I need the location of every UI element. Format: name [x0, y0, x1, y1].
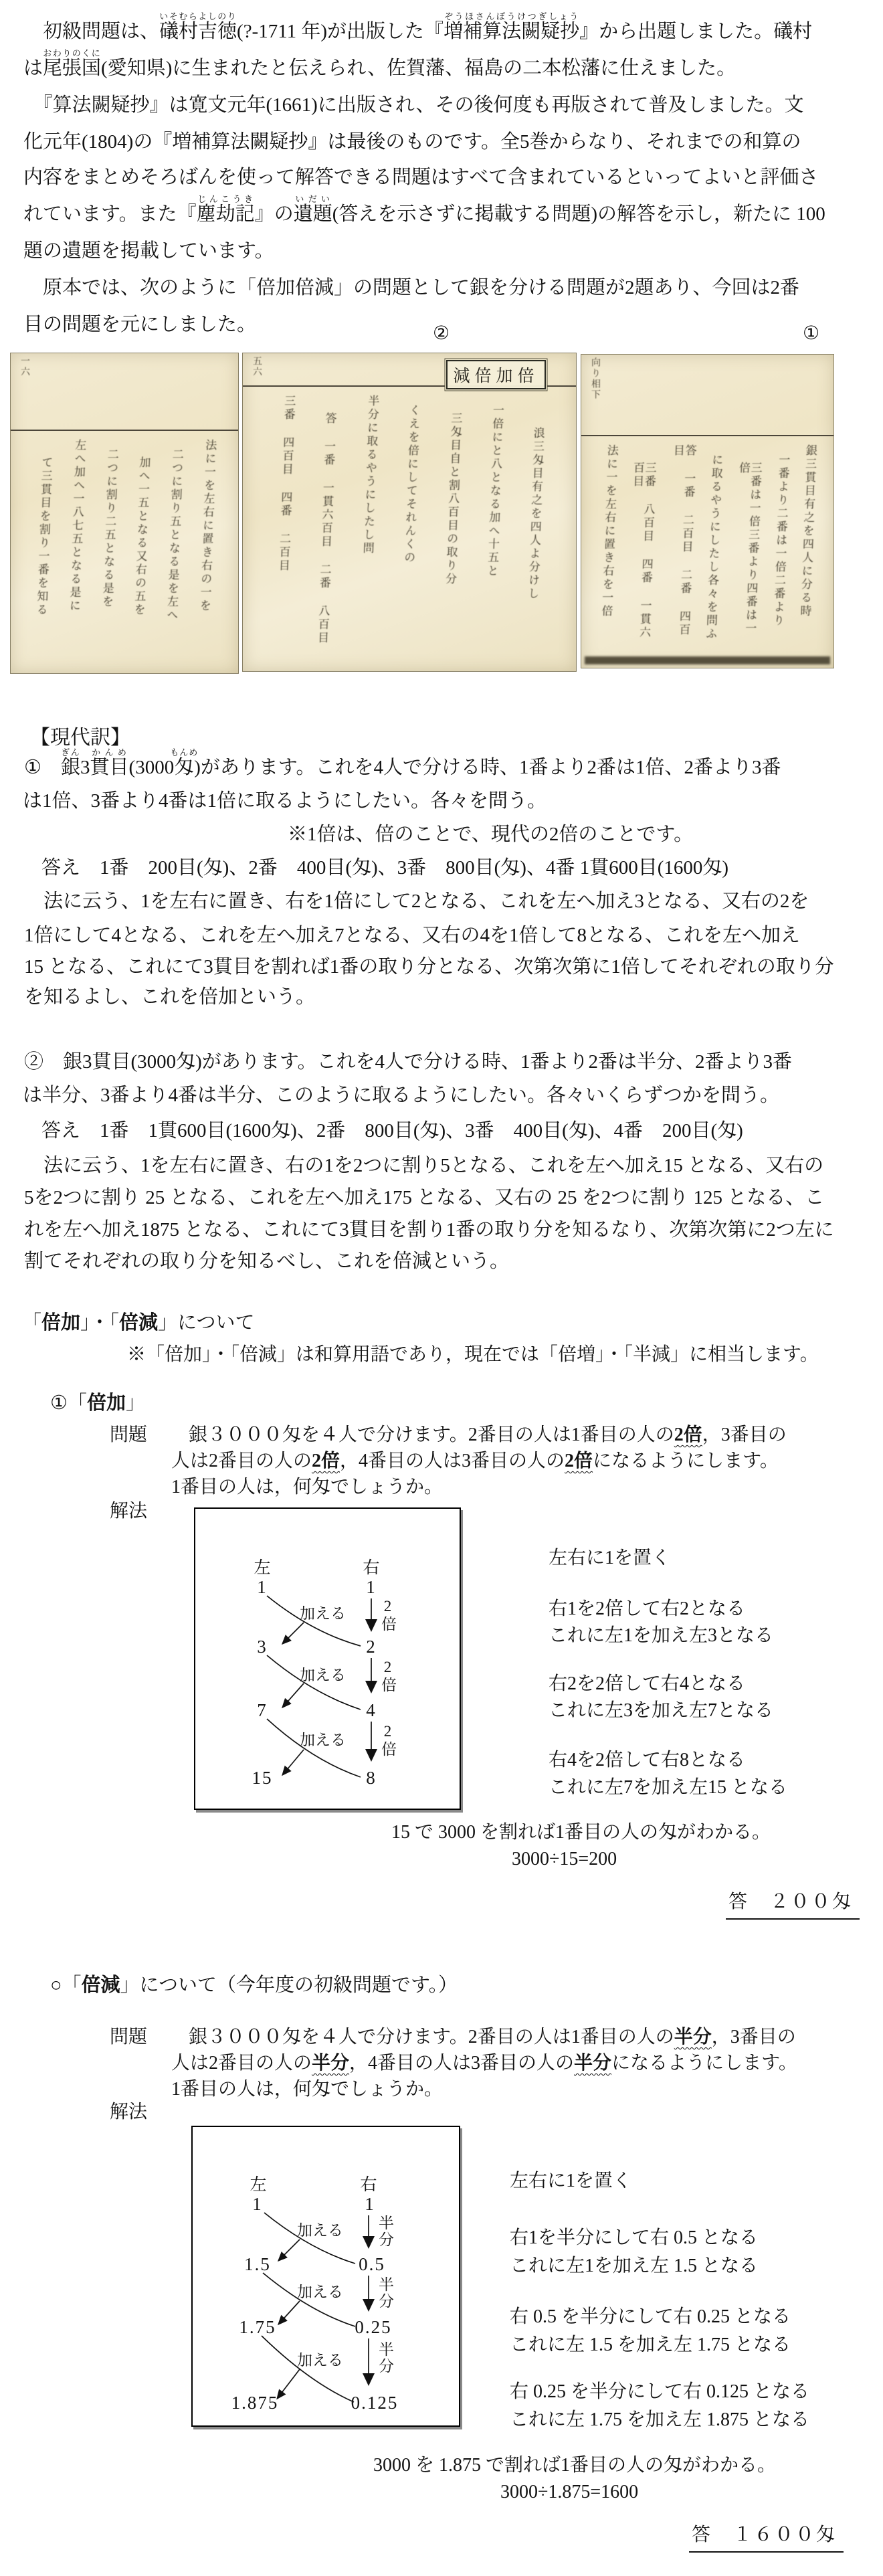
q1-line2: は1倍、3番より4番は1倍に取るようにしたい。各々を問う。	[23, 790, 547, 812]
diagram-right-value: 1	[366, 1577, 377, 1597]
diagram-add-label: 加える	[297, 2284, 343, 2300]
manuscript-column: 加へ一五となる又右の五を	[132, 456, 151, 617]
q1-line1: ① 銀ぎん3貫目かんめ(3000匁もんめ)があります。これを4人で分ける時、1番より2番は1倍、2番より3番	[24, 747, 781, 778]
baika-answer-text: 答 ２００匁	[726, 1892, 860, 1920]
manuscript-column: 一倍にと八となる加へ十五と	[485, 404, 504, 578]
baika-problem-line2: 人は2番目の人の2倍，4番目の人は3番目の人の2倍になるようにします。	[171, 1451, 779, 1471]
manuscript-left-body	[11, 431, 238, 662]
manuscript-left-page	[10, 353, 239, 674]
manuscript-header-text: 向り相下	[590, 357, 600, 400]
baigen-problem-line2: 人は2番目の人の半分，4番目の人は3番目の人の半分になるようにします。	[171, 2053, 797, 2074]
terms-heading: 「倍加」・「倍減」について	[22, 1312, 255, 1333]
manuscript-column: に取るやうにしたし各々を問ふ	[704, 454, 724, 641]
diagram-left-value: 3	[257, 1637, 268, 1657]
manuscript-right-page	[581, 354, 834, 668]
intro-p2-line4: れています。また『塵劫記じんこうき』の遺題いだい(答えを示さずに掲載する問題)の解答を示し，新たに 100	[23, 194, 825, 225]
baika-answer	[726, 1891, 860, 1913]
diagram-right-value: 4	[366, 1700, 377, 1720]
q1-answer: 答え 1番 200目(匁)、2番 400目(匁)、3番 800目(匁)、4番 1貫600目(1600匁)	[41, 857, 729, 879]
manuscript-column: て三貫目を割り一番を知る	[34, 456, 53, 617]
manuscript-column: 法に一を左右に置き右を一倍	[599, 444, 618, 618]
page-label-1: ①	[803, 323, 820, 344]
diagram-op-label: 2倍	[379, 1659, 396, 1693]
diagram-left-value: 15	[252, 1768, 273, 1788]
intro-p2-line2: 化元年(1804)の『増補算法闕疑抄』は最後のものです。全5巻からなり、それまでの和算の	[23, 131, 801, 153]
manuscript-column: 左へ加へ一八七五となる是に	[67, 439, 86, 613]
diagram-left-value: 1	[257, 1577, 268, 1597]
intro-p3-line1: 原本では、次のように「倍加倍減」の問題として銀を分ける問題が2題あり、今回は2番	[23, 277, 800, 298]
manuscript-middle-body	[243, 387, 576, 660]
q1-method-line3: 15 となる、これにて3貫目を割れば1番の取り分となる、次第次第に1倍してそれぞれの取り分	[24, 956, 834, 978]
manuscript-column: 三番は一倍三番より四番は一倍	[737, 462, 763, 636]
baika-note-step: これに左1を加え左3となる	[549, 1625, 774, 1646]
manuscript-header-text: 五六	[252, 356, 262, 377]
baika-note-step: 右2を2倍して右4となる	[549, 1673, 746, 1694]
diagram-left-value: 7	[257, 1700, 268, 1720]
manuscript-column: 半分に取るやうにしたし問	[360, 395, 379, 555]
q2-method-line3: れを左へ加え1875 となる、これにて3貫目を割り1番の取り分を知るなり、次第次第に2つ左に	[24, 1219, 834, 1240]
diagram-right-value: 0.125	[351, 2393, 399, 2413]
manuscript-column: 三番 四百目 四番 二百目	[276, 395, 296, 573]
q2-method-line2: 5を2つに割り 25 となる、これを左へ加え175 となる、又右の 25 を2つに割り 125 となる、こ	[24, 1187, 825, 1208]
manuscript-page-edge-shadow	[585, 656, 830, 664]
manuscript-column: くえを倍にしてそれんくの	[401, 404, 421, 565]
baika-conclusion: 15 で 3000 を割れば1番目の人の匁がわかる。	[391, 1822, 771, 1843]
baika-note-step: 右1を2倍して右2となる	[549, 1598, 746, 1619]
diagram-left-value: 1.75	[239, 2317, 276, 2337]
baika-note-start: 左右に1を置く	[549, 1548, 671, 1568]
baika-note-step: 右4を2倍して右8となる	[549, 1750, 746, 1770]
manuscript-right-header	[581, 355, 833, 436]
manuscript-image	[10, 353, 833, 675]
diagram-op-label: 2倍	[379, 1723, 396, 1758]
baigen-answer	[689, 2524, 844, 2546]
baigen-note-step: これに左 1.75 を加え左 1.875 となる	[510, 2409, 810, 2430]
diagram-left-header: 左	[250, 2176, 267, 2194]
baika-problem-label: 問題	[110, 1424, 148, 1445]
baika-diagram-box	[194, 1507, 461, 1810]
baigen-note-start: 左右に1を置く	[510, 2171, 632, 2191]
baigen-conclusion: 3000 を 1.875 で割れば1番目の人の匁がわかる。	[373, 2455, 777, 2476]
diagram-left-value: 1.875	[231, 2393, 279, 2413]
diagram-op-label: 半分	[377, 2215, 393, 2248]
terms-note: ※「倍加」・「倍減」は和算用語であり，現在では「倍増」・「半減」に相当します。	[127, 1344, 819, 1365]
baigen-formula: 3000÷1.875=1600	[500, 2482, 639, 2502]
baigen-answer-text: 答 １６００匁	[689, 2524, 844, 2553]
manuscript-column: 銀三貫目有之を四人に分る時	[798, 444, 817, 618]
diagram-right-value: 0.5	[359, 2254, 385, 2274]
baigen-diagram-box	[191, 2126, 460, 2427]
baigen-problem-line3: 1番目の人は，何匁でしょうか。	[171, 2079, 444, 2100]
diagram-right-value: 2	[366, 1637, 377, 1657]
q2-line2: は半分、3番より4番は半分、このように取るようにしたい。各々いくらずつかを問う。	[23, 1085, 780, 1106]
diagram-left-value: 1.5	[244, 2254, 271, 2274]
manuscript-column: 答 一番 二百目 二番 四百目	[671, 444, 696, 637]
baigen-note-step: これに左1を加え左 1.5 となる	[510, 2256, 759, 2276]
baigen-heading: ○「倍減」について（今年度の初級問題です。）	[50, 1974, 458, 1996]
manuscript-left-header	[11, 353, 238, 431]
manuscript-column: 三匁目自と割八百目の取り分	[443, 412, 462, 586]
manuscript-column: 浪三匁目有之を四人よ分けし	[526, 427, 545, 601]
diagram-right-header: 右	[360, 2176, 377, 2194]
diagram-add-label: 加える	[300, 1732, 346, 1748]
baika-problem-line1: 銀３０００匁を４人で分けます。2番目の人は1番目の人の2倍，3番目の	[189, 1424, 787, 1445]
q2-answer: 答え 1番 1貫600目(1600匁)、2番 800目(匁)、3番 400目(匁)、4番 200目(匁)	[41, 1120, 743, 1141]
baigen-note-step: これに左 1.5 を加え左 1.75 となる	[510, 2334, 791, 2355]
q1-method-line4: を知るよし、これを倍加という。	[24, 986, 316, 1008]
baika-note-step: これに左3を加え左7となる	[549, 1700, 774, 1721]
diagram-left-value: 1	[252, 2194, 263, 2214]
diagram-add-label: 加える	[300, 1605, 346, 1622]
diagram-add-label: 加える	[300, 1667, 346, 1683]
q1-method-line1: 法に云う、1を左右に置き、右を1倍にして2となる、これを左へ加え3となる、又右の2を	[24, 891, 809, 912]
page-label-2: ②	[433, 323, 450, 344]
q2-line1: ② 銀3貫目(3000匁)があります。これを4人で分ける時、1番より2番は半分、2番より3番	[24, 1051, 792, 1073]
intro-p1-line2: は尾張国おわりのくに(愛知県)に生まれたと伝えられ、佐賀藩、福島の二本松藩に仕えました。	[23, 48, 737, 79]
manuscript-middle-page	[242, 353, 577, 672]
diagram-right-header: 右	[363, 1559, 380, 1577]
intro-p3-line2: 目の問題を元にしました。	[23, 314, 257, 335]
q1-method-line2: 1倍にして4となる、これを左へ加え7となる、又右の4を1倍して8となる、これを左へ加え	[24, 925, 801, 946]
manuscript-column: 三番 八百目 四番 一貫六百目	[631, 462, 657, 640]
q2-method-line1: 法に云う、1を左右に置き、右の1を2つに割り5となる、これを左へ加え15 となる、又右の	[24, 1155, 824, 1176]
baigen-solution-label: 解法	[110, 2102, 148, 2122]
manuscript-title-stamp: 減倍加倍	[446, 360, 546, 389]
baigen-note-step: 右 0.25 を半分にして右 0.125 となる	[510, 2381, 810, 2402]
baika-problem-line3: 1番目の人は，何匁でしょうか。	[171, 1477, 444, 1497]
diagram-right-value: 8	[366, 1768, 377, 1788]
intro-p2-line1: 『算法闕疑抄』は寛文元年(1661)に出版され、その後何度も再版されて普及しました。文	[23, 94, 804, 116]
baigen-problem-label: 問題	[110, 2027, 148, 2047]
baigen-note-step: 右 0.5 を半分にして右 0.25 となる	[510, 2306, 791, 2327]
baika-heading: ①「倍加」	[50, 1392, 146, 1414]
intro-p2-line5: 題の遺題を掲載しています。	[23, 240, 274, 262]
diagram-op-label: 半分	[377, 2276, 393, 2310]
manuscript-column: 二つに割り五となる是を左へ	[165, 448, 184, 622]
baika-solution-label: 解法	[110, 1501, 148, 1522]
diagram-op-label: 2倍	[379, 1598, 396, 1633]
manuscript-column: 法に一を左右に置き右の一を	[197, 439, 217, 613]
diagram-add-label: 加える	[297, 2352, 343, 2369]
manuscript-column: 答 一番 一貫六百目 二番 八百目	[315, 412, 336, 645]
baigen-note-step: 右1を半分にして右 0.5 となる	[510, 2227, 759, 2248]
baigen-problem-line1: 銀３０００匁を４人で分けます。2番目の人は1番目の人の半分，3番目の	[189, 2027, 796, 2047]
diagram-op-label: 半分	[377, 2341, 393, 2375]
diagram-add-label: 加える	[297, 2222, 343, 2239]
modern-heading: 【現代訳】	[30, 727, 130, 749]
manuscript-column: 一番より二番は一倍二番より	[771, 454, 790, 628]
diagram-right-value: 0.25	[355, 2317, 392, 2337]
diagram-right-value: 1	[365, 2194, 375, 2214]
baika-note-step: これに左7を加え左15 となる	[549, 1777, 788, 1798]
intro-p2-line3: 内容をまとめそろばんを使って解答できる問題はすべて含まれているといってよいと評価さ	[23, 167, 819, 188]
baika-formula: 3000÷15=200	[512, 1849, 617, 1869]
manuscript-column: 二つに割り二五となる是を	[100, 448, 118, 609]
manuscript-right-body	[581, 436, 833, 650]
diagram-left-header: 左	[254, 1559, 271, 1577]
intro-p1-line1: 初級問題は、礒村吉徳いそむらよしのり(?-1711 年)が出版した『増補算法闕疑抄ぞうほさんぼうけつぎしょう』から出題しました。礒村	[23, 11, 813, 42]
manuscript-header-text: 一六	[19, 356, 29, 377]
q1-note: ※1倍は、倍のことで、現代の2倍のことです。	[288, 824, 694, 845]
q2-method-line4: 割てそれぞれの取り分を知るべし、これを倍減という。	[24, 1251, 510, 1272]
